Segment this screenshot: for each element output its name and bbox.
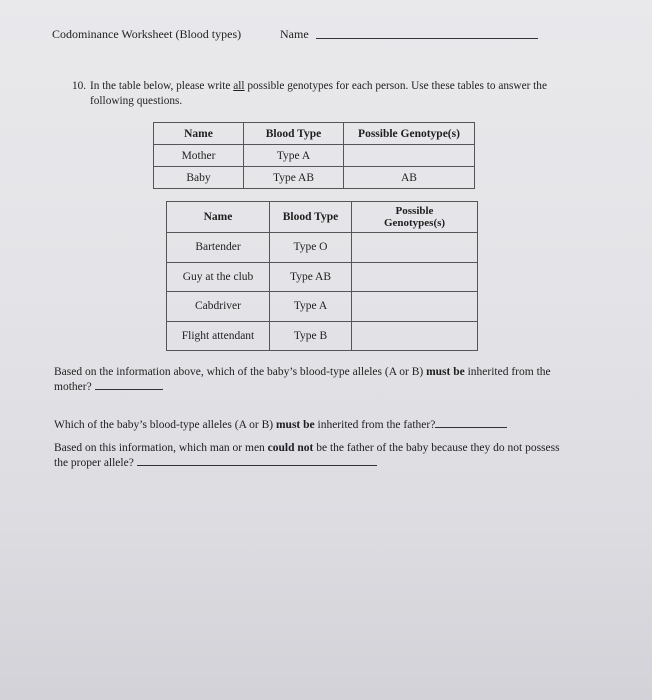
q3-line2: the proper allele? xyxy=(54,456,134,469)
cell-blood-type: Type O xyxy=(270,233,352,263)
question-number: 10. xyxy=(72,80,87,92)
cell-genotype-input[interactable] xyxy=(352,262,478,292)
answer-blank-mother[interactable] xyxy=(95,389,163,390)
table-row xyxy=(167,321,478,351)
cell-name: Guy at the club xyxy=(167,262,270,292)
table-header-row xyxy=(154,123,475,145)
cell-blood-type: Type A xyxy=(244,145,344,167)
cell-blood-type: Type B xyxy=(270,321,352,351)
instructions-underlined-word: all xyxy=(233,80,245,92)
q1-bold: must be xyxy=(426,366,465,378)
header-possible-line1: Possible xyxy=(395,205,434,217)
question-not-father xyxy=(54,441,644,470)
cell-name: Bartender xyxy=(167,233,270,263)
name-blank-line[interactable] xyxy=(316,38,538,39)
header-blood-type: Blood Type xyxy=(270,202,352,233)
table-row xyxy=(154,145,475,167)
cell-name: Flight attendant xyxy=(167,321,270,351)
q3-text-after: be the father of the baby because they do not possess xyxy=(313,442,560,454)
table-header-row xyxy=(167,202,478,233)
worksheet-title: Codominance Worksheet (Blood types) xyxy=(52,27,242,41)
table-row xyxy=(154,167,475,189)
q1-line2: mother? xyxy=(54,380,92,393)
q3-bold: could not xyxy=(267,442,314,454)
cell-genotype-input[interactable] xyxy=(352,292,478,322)
header-blood-type: Blood Type xyxy=(244,123,344,145)
cell-genotype-input[interactable] xyxy=(352,233,478,263)
family-table xyxy=(153,122,475,189)
table-row xyxy=(167,292,478,322)
q1-text-after: inherited from the xyxy=(464,366,551,378)
cell-blood-type: Type A xyxy=(270,292,352,322)
cell-blood-type: Type AB xyxy=(244,167,344,189)
table-row xyxy=(167,233,478,263)
header-possible-genotypes xyxy=(352,202,478,233)
instructions-continuation: following questions. xyxy=(90,94,183,107)
q2-text-after: inherited from the father? xyxy=(314,419,436,431)
header-name: Name xyxy=(154,123,244,145)
table-row xyxy=(167,262,478,292)
cell-blood-type: Type AB xyxy=(270,262,352,292)
instructions-text-before: In the table below, please write xyxy=(90,80,234,92)
cell-genotype-input[interactable] xyxy=(344,145,475,167)
instructions-text-after: possible genotypes for each person. Use these tables to answer the xyxy=(244,80,547,92)
question-mother-allele xyxy=(54,365,634,394)
q2-text-before: Which of the baby’s blood-type alleles (A or B) xyxy=(54,419,276,431)
cell-name: Mother xyxy=(154,145,244,167)
cell-genotype-input[interactable]: AB xyxy=(344,167,475,189)
cell-name: Cabdriver xyxy=(167,292,270,322)
cell-genotype-input[interactable] xyxy=(352,321,478,351)
answer-blank-not-father[interactable] xyxy=(137,465,377,466)
header-name: Name xyxy=(167,202,270,233)
answer-blank-father[interactable] xyxy=(435,427,507,428)
q2-bold: must be xyxy=(275,419,315,431)
name-label: Name xyxy=(280,27,309,41)
cell-name: Baby xyxy=(154,167,244,189)
header-possible-line2: Genotypes(s) xyxy=(383,217,446,229)
suspects-table xyxy=(166,201,478,351)
instructions xyxy=(72,79,612,108)
q3-text-before: Based on this information, which man or men xyxy=(54,442,268,454)
header-possible-genotypes: Possible Genotype(s) xyxy=(344,123,475,145)
question-father-allele xyxy=(54,418,634,433)
q1-text-before: Based on the information above, which of the baby’s blood-type alleles (A or B) xyxy=(54,366,427,378)
